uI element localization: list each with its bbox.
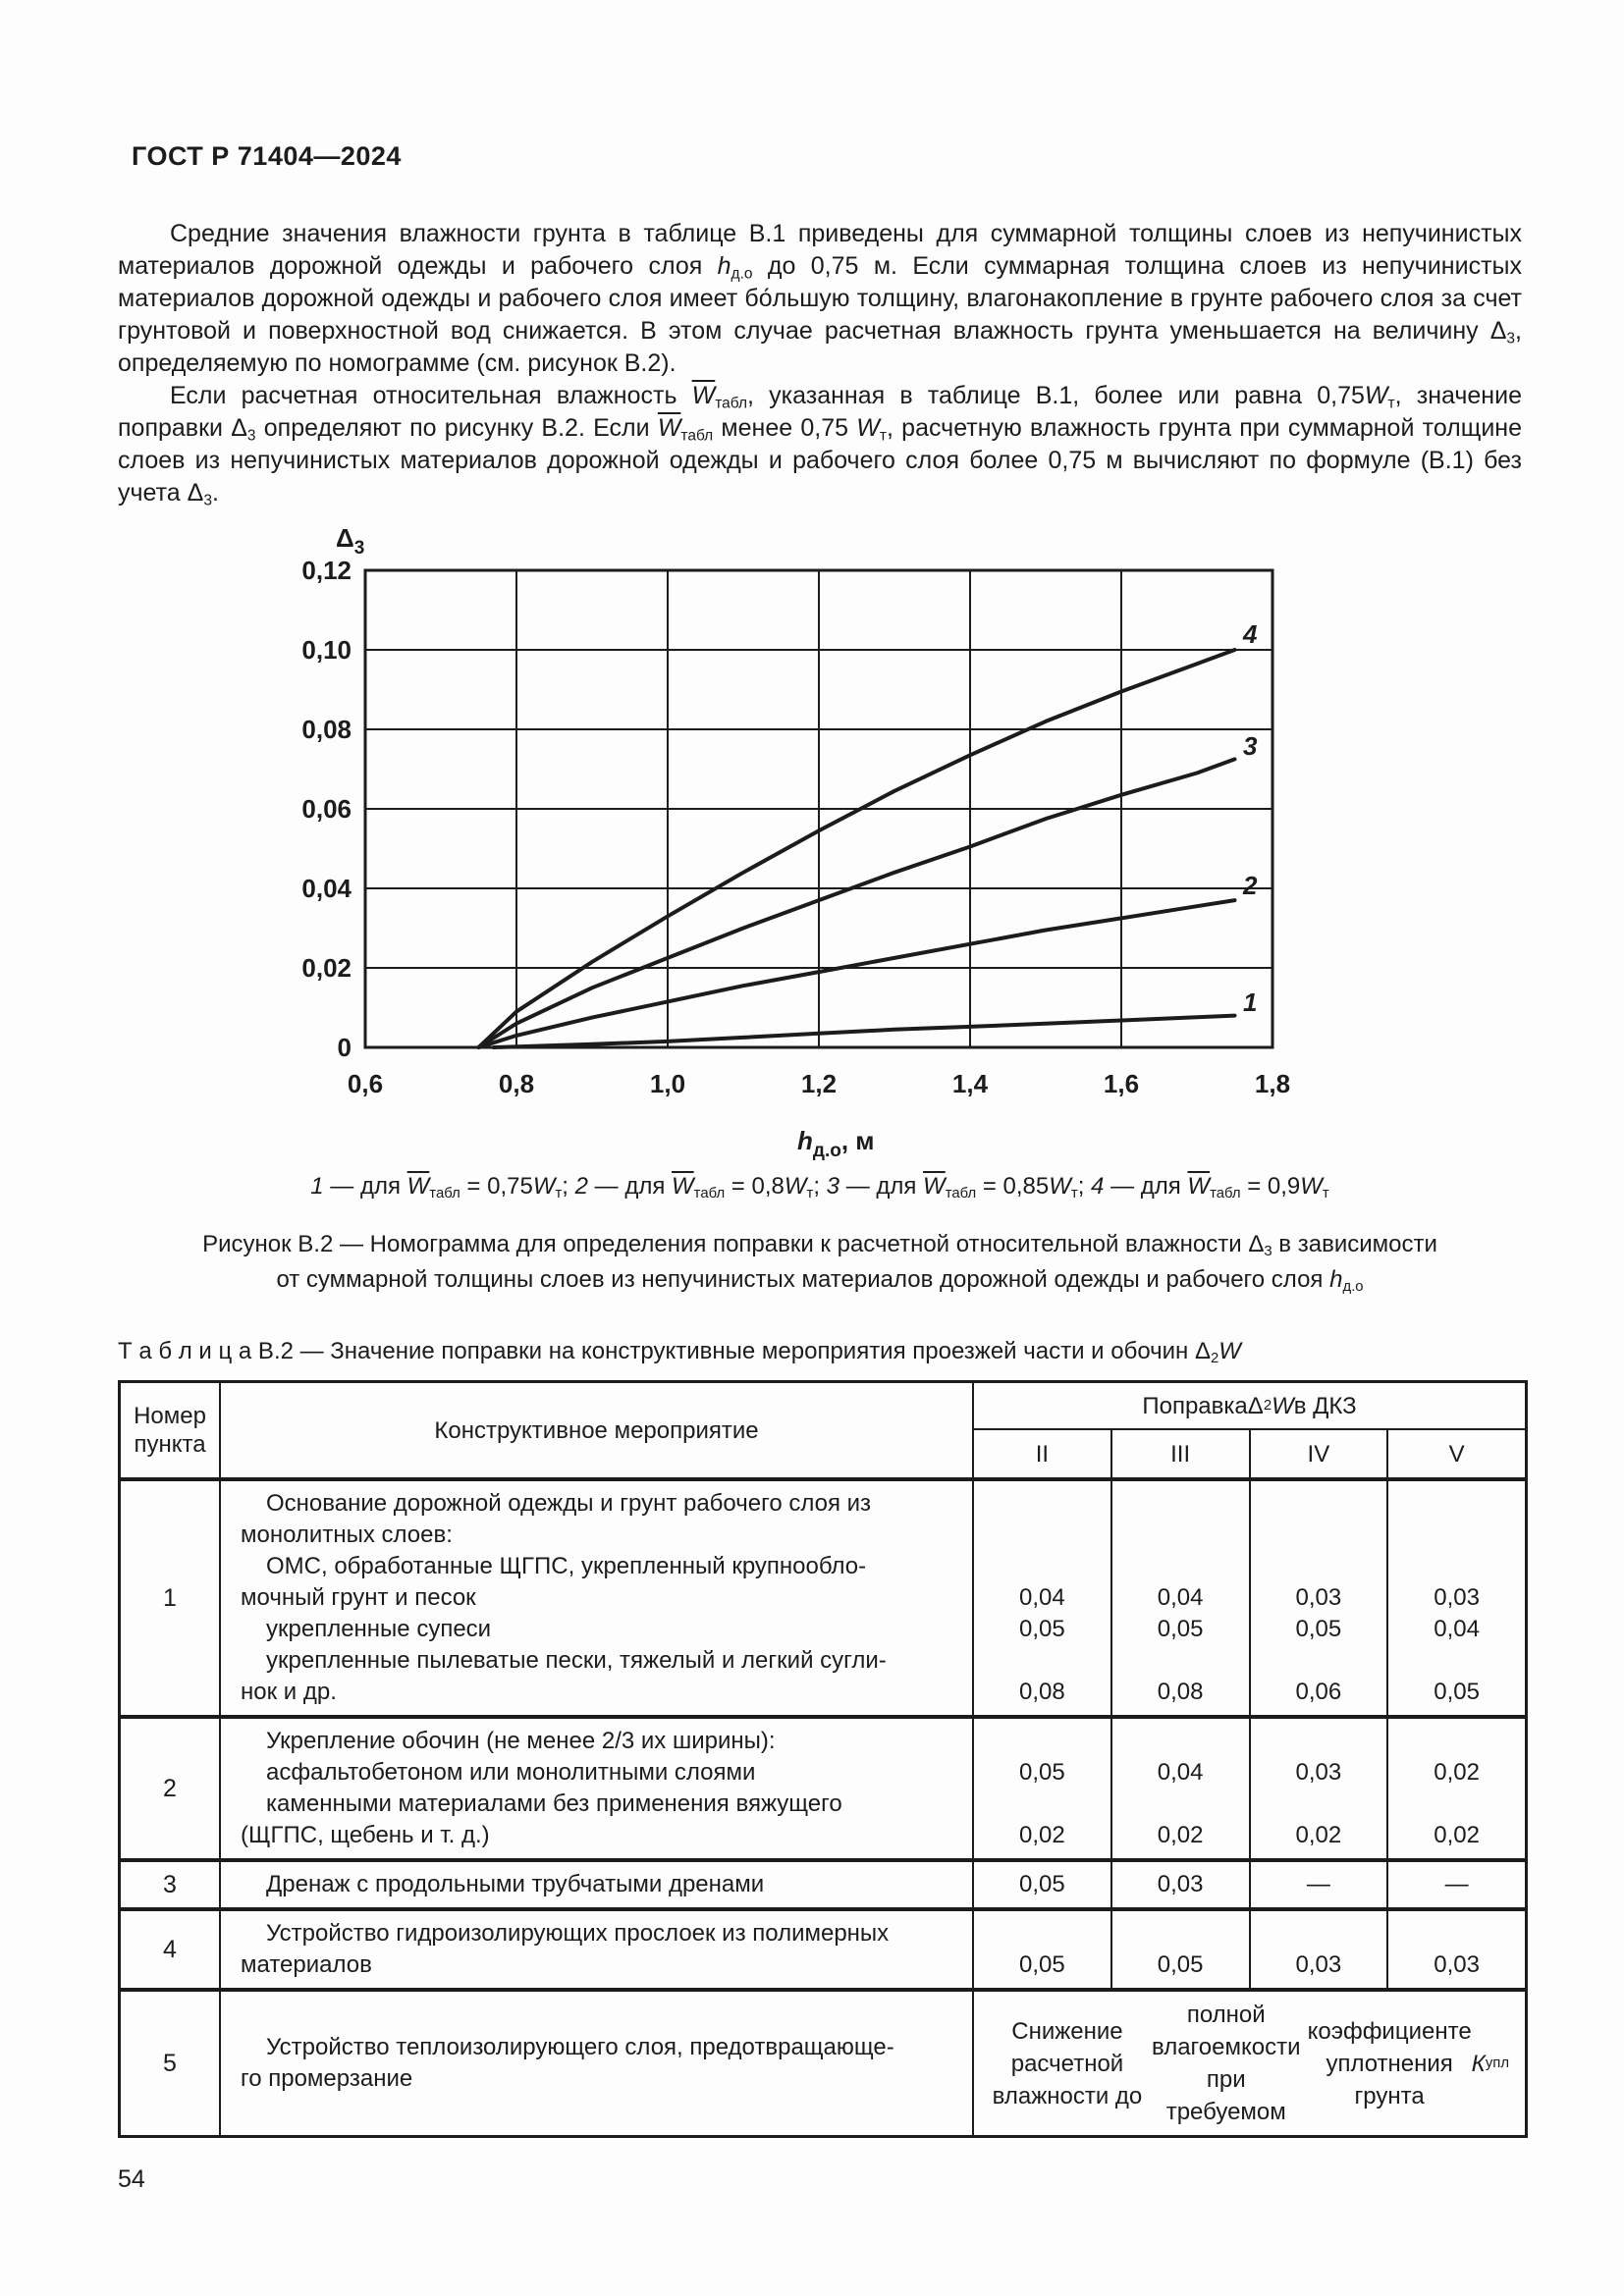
table-row (121, 1858, 1525, 1907)
value-cell: 0,05 (1110, 1911, 1249, 1988)
x-axis-label: $h_{д.о}$, м (797, 1126, 875, 1161)
value-cell: 0,03 (1249, 1757, 1387, 1789)
gost-header: ГОСТ Р 71404—2024 (132, 141, 402, 171)
value-cell: 0,03 (1249, 1911, 1387, 1988)
value-cell: 0,05 (972, 1911, 1110, 1988)
row-number: 3 (163, 1870, 177, 1898)
value-cell (1110, 1481, 1249, 1551)
value-cell: 0,02 (972, 1789, 1110, 1858)
correction-table (118, 1380, 1528, 2138)
x-tick-label: 1,6 (1103, 1069, 1140, 1098)
header-col-V: V (1386, 1430, 1525, 1477)
table-row (121, 1715, 1525, 1858)
x-tick-labels (348, 1069, 1290, 1098)
y-tick-labels (301, 556, 352, 1062)
figure-legend: 1 — для $\overline{W}_{табл} = 0,75W_т$; 2 — для $\overline{W}_{табл} = 0,8W_т$; 3 — для $\overline{W}_{табл} = 0,85W_т$; 4 — для $\overline{W}_{табл} = 0,9W_т$ (310, 1173, 1329, 1202)
value-cell: 0,05 (1249, 1614, 1387, 1645)
table-row (121, 1477, 1525, 1715)
curve-label: 4 (1243, 619, 1258, 649)
paragraph: Если расчетная относительная влажность $\overline{W}_{табл}$, указанная в таблице В.1, более или равна $0,75W_т$, значение поправки $\Delta_3$ определяют по рисунку В.2. Если $\overline{W}_{табл}$ менее 0,75 $W_т$, расчетную влажность грунта при суммарной толщине слоев из непучинистых материалов дорожной одежды и рабочего слоя более 0,75 м вычисляют по формуле (В.1) без учета $\Delta_3$. (118, 382, 1523, 509)
merged-note-cell: Снижение расчетной влажности до полной влагоемкости при требуемом коэффициенте уплотнения грунта К упл (972, 1992, 1525, 2135)
header-col-number: Номер пункта (134, 1403, 206, 1458)
value-cell: 0,02 (1249, 1789, 1387, 1858)
header-col-II: II (972, 1430, 1110, 1477)
value-cell: 0,06 (1249, 1645, 1387, 1715)
nomogram-figure (247, 523, 1522, 1168)
measure-cell: асфальтобетоном или монолитными слоями (219, 1757, 972, 1789)
measure-cell: Устройство теплоизолирующего слоя, предотвращающе- го промерзание (219, 1992, 972, 2135)
value-cell: 0,04 (1110, 1757, 1249, 1789)
measure-cell: каменными материалами без применения вяжущего (ЩГПС, щебень и т. д.) (219, 1789, 972, 1858)
measure-cell: Устройство гидроизолирующих прослоек из полимерных материалов (219, 1911, 972, 1988)
value-cell: 0,03 (1249, 1551, 1387, 1614)
x-tick-label: 0,8 (498, 1069, 535, 1098)
x-tick-label: 1,2 (800, 1069, 838, 1098)
value-cell: 0,05 (1110, 1614, 1249, 1645)
value-cell (1249, 1481, 1387, 1551)
paragraph: Средние значения влажности грунта в таблице В.1 приведены для суммарной толщины слоев из непучинистых материалов дорожной одежды и рабочего слоя $h_{д.о}$ до 0,75 м. Если суммарная толщина слоев из непучинистых материалов дорожной одежды и рабочего слоя имеет бо́льшую толщину, влагонакопление в грунте рабочего слоя за счет грунтовой и поверхностной вод снижается. В этом случае расчетная влажность грунта уменьшается на величину $\Delta_3$, определяемую по номограмме (см. рисунок В.2). (118, 220, 1522, 377)
row-number: 5 (163, 2049, 177, 2077)
value-cell: 0,02 (1110, 1789, 1249, 1858)
value-cell: 0,02 (1386, 1789, 1525, 1858)
x-tick-label: 1,4 (951, 1069, 989, 1098)
value-cell: 0,03 (1110, 1862, 1249, 1907)
value-cell (1249, 1719, 1387, 1757)
y-tick-label: 0,06 (301, 794, 352, 824)
value-cell (972, 1719, 1110, 1757)
value-cell: 0,02 (1386, 1757, 1525, 1789)
y-tick-label: 0,12 (301, 556, 352, 585)
value-cell (1386, 1719, 1525, 1757)
value-cell: — (1386, 1862, 1525, 1907)
value-cell: 0,03 (1386, 1911, 1525, 1988)
page-number: 54 (118, 2165, 145, 2193)
row-number: 4 (163, 1935, 177, 1963)
nomogram-chart (247, 523, 1396, 1163)
x-tick-label: 1,0 (649, 1069, 686, 1098)
value-cell (1110, 1719, 1249, 1757)
table-row (121, 1988, 1525, 2135)
value-cell: 0,08 (1110, 1645, 1249, 1715)
value-cell: — (1249, 1862, 1387, 1907)
value-cell: 0,03 (1386, 1551, 1525, 1614)
value-cell (1386, 1481, 1525, 1551)
y-tick-label: 0,04 (301, 874, 352, 903)
curve-1 (494, 1016, 1235, 1047)
value-cell: 0,04 (972, 1551, 1110, 1614)
header-col-IV: IV (1249, 1430, 1387, 1477)
value-cell: 0,05 (972, 1614, 1110, 1645)
measure-cell: Дренаж с продольными трубчатыми дренами (219, 1862, 972, 1907)
table-header (121, 1383, 1525, 1477)
table-row (121, 1907, 1525, 1988)
value-cell (972, 1481, 1110, 1551)
y-tick-label: 0,02 (301, 953, 352, 983)
table-title: Т а б л и ц а В.2 — Значение поправки на конструктивные мероприятия проезжей части и обочин $\Delta_2W$ (118, 1338, 1241, 1367)
y-axis-label: $\Delta_3$ (336, 523, 365, 559)
measure-cell: укрепленные супеси (219, 1614, 972, 1645)
curve-label: 3 (1243, 731, 1258, 761)
x-tick-label: 1,8 (1254, 1069, 1291, 1098)
value-cell: 0,04 (1110, 1551, 1249, 1614)
measure-cell: укрепленные пылеватые пески, тяжелый и легкий сугли- нок и др. (219, 1645, 972, 1715)
x-tick-label: 0,6 (347, 1069, 384, 1098)
measure-cell: ОМС, обработанные ЩГПС, укрепленный крупнообло- мочный грунт и песок (219, 1551, 972, 1614)
y-tick-label: 0,10 (301, 635, 352, 665)
measure-cell: Основание дорожной одежды и грунт рабочего слоя из монолитных слоев: (219, 1481, 972, 1551)
y-tick-label: 0 (337, 1033, 352, 1062)
header-col-III: III (1110, 1430, 1249, 1477)
value-cell: 0,05 (972, 1862, 1110, 1907)
value-cell: 0,05 (1386, 1645, 1525, 1715)
measure-cell: Укрепление обочин (не менее 2/3 их ширины): (219, 1719, 972, 1757)
curve-label: 2 (1243, 871, 1258, 900)
row-number: 2 (163, 1774, 177, 1802)
header-col-measure: Конструктивное мероприятие (219, 1383, 972, 1477)
value-cell: 0,04 (1386, 1614, 1525, 1645)
row-number: 1 (163, 1583, 177, 1612)
y-tick-label: 0,08 (301, 715, 352, 744)
value-cell: 0,08 (972, 1645, 1110, 1715)
grid-lines (365, 570, 1272, 1047)
curve-label: 1 (1243, 988, 1258, 1017)
figure-caption: Рисунок В.2 — Номограмма для определения поправки к расчетной относительной влажности $\Delta_3$ в зависимости от суммарной толщины слоев из непучинистых материалов дорожной одежды и рабочего слоя $h_{д.о}$ (202, 1231, 1437, 1296)
header-group: Поправка Δ 2 W в ДКЗ (972, 1383, 1525, 1430)
value-cell: 0,05 (972, 1757, 1110, 1789)
